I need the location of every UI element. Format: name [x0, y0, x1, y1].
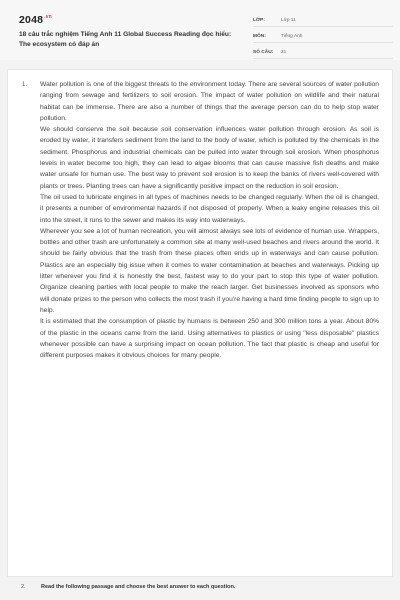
meta-value: 21	[281, 49, 287, 55]
document-title: 18 câu trắc nghiệm Tiếng Anh 11 Global Success Reading đọc hiểu: The ecosystem có đáp án	[19, 31, 232, 48]
meta-value: Tiếng Anh	[281, 33, 303, 39]
document-meta	[253, 14, 393, 62]
reading-passage	[40, 79, 379, 361]
meta-row-class	[253, 14, 393, 27]
logo-text: 2048	[19, 14, 44, 26]
meta-row-subject	[253, 30, 393, 43]
site-logo[interactable]	[19, 14, 52, 26]
passage-paragraph: The oil used to lubricate engines in all types of machines needs to be changed regularly. When the oil is changed, it presents a number of environmental hazards if not disposed of properly. When a leaky engine releases this oil into the street, it runs to the sewer and makes its way into waterways.	[40, 193, 379, 224]
passage-paragraph: We should conserve the soil because soil conservation influences water pollution through erosion. As soil is eroded by water, it transfers sediment from the land to the body of water, which is polluted by the chemicals in the sediment. Phosphorus and industrial chemicals can be pulled into water through soil erosion. When phosphorus levels in water become too high, they can lead to algae blooms that can cause massive fish deaths and make water unsafe for human use. The best way to prevent soil erosion is to keep the banks of rivers well-covered with plants or trees. Planting trees can have a significantly positive impact on the reduction in soil erosion.	[40, 126, 379, 190]
meta-label: LỚP:	[253, 17, 265, 23]
question-number: 1.	[22, 82, 28, 88]
logo-suffix: .vn	[44, 14, 52, 20]
passage-paragraph: It is estimated that the consumption of plastic by humans is between 250 and 300 million tons a year. About 80% of the plastic in the oceans came from the land. Using alternatives to plastics or using "less disposable" plastics whenever possible can have a surprising impact on ocean pollution. The fact that plastic is cheap and useful for different purposes makes it obvious choices for many people.	[40, 318, 379, 360]
passage-paragraph: Wherever you see a lot of human recreation, you will almost always see lots of evidence of human use. Wrappers, bottles and other trash are unfortunately a common site at many well-used beaches and rivers around the world. It should be fairly obvious that the trash from these places often ends up in waterways and can cause pollution. Plastics are an especially big issue when it comes to water contamination at beaches and waterways. Picking up litter wherever you find it is honestly the best, fastest way to do your part to stop this type of water pollution. Organize cleaning parties with local people to make the reach larger. Get businesses involved as sponsors who will donate prizes to the person who collects the most trash if you're having a hard time finding people to sign up to help.	[40, 227, 379, 314]
meta-label: MÔN:	[253, 33, 266, 39]
header	[0, 0, 400, 60]
meta-row-count	[253, 46, 393, 59]
meta-value: Lớp 11	[281, 17, 296, 23]
question-number: 2.	[21, 584, 26, 590]
question-card	[7, 69, 393, 577]
meta-label: SỐ CÂU:	[253, 49, 274, 55]
question-2	[21, 584, 391, 590]
passage-paragraph: Water pollution is one of the biggest threats to the environment today. There are several sources of water pollution ranging from sewage and fertilizers to soil erosion. The impact of water pollution on wildlife and their natural habitat can be immense. There are also a number of things that the average person can do to help stop water pollution.	[40, 81, 379, 122]
question-instruction: Read the following passage and choose the best answer to each question.	[41, 584, 236, 590]
